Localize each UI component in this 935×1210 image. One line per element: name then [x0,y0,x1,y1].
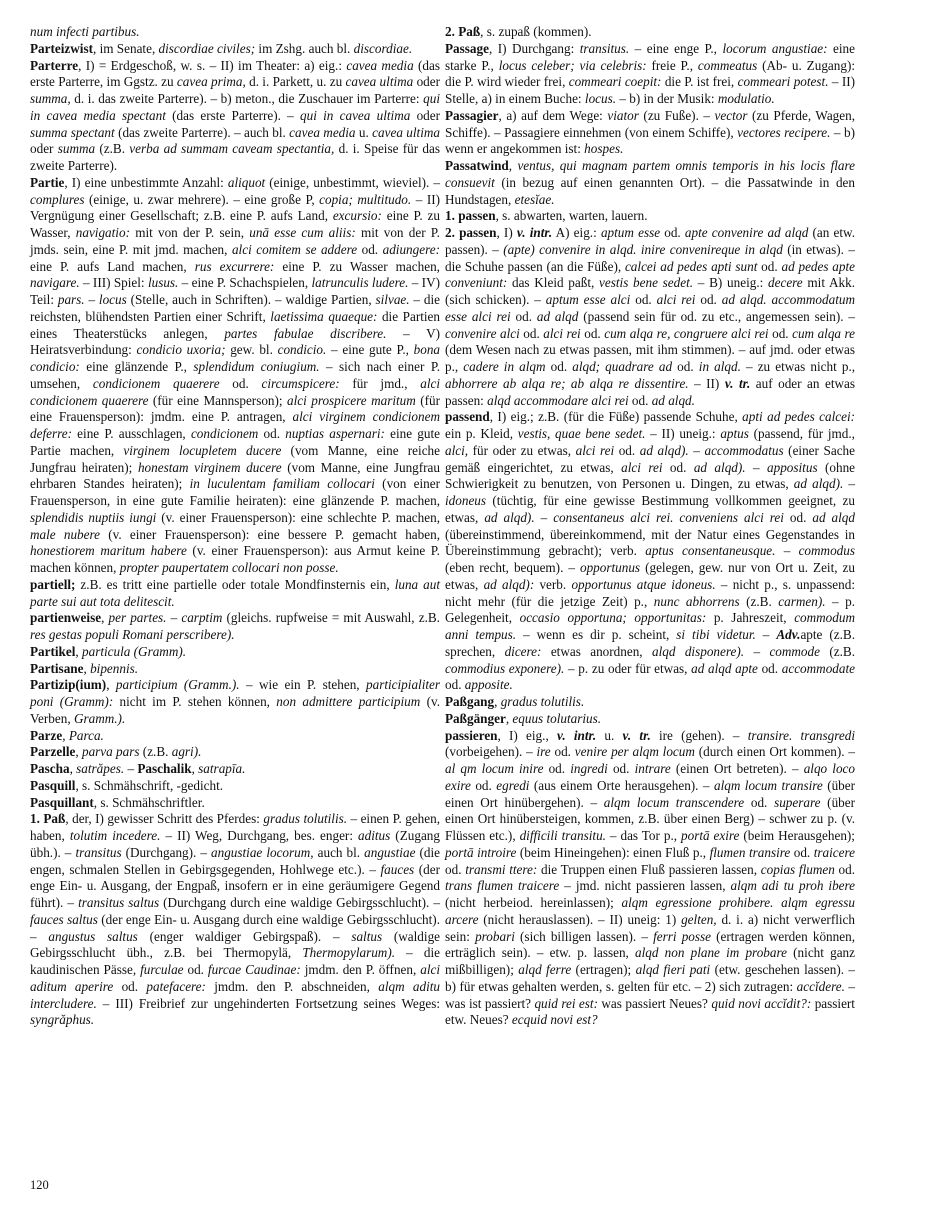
dictionary-entry: num infecti partibus. [30,24,140,39]
dictionary-entry: Partizip(ium), participium (Gramm.). – wie ein P. stehen, participialiter poni (Gramm): nicht im P. stehen können, non admittere participium (v. Verben, Gramm.). [30,677,441,726]
dictionary-entry: Paßgang, gradus tolutilis. [445,694,585,709]
dictionary-entry: Partisane, bipennis. [30,660,139,676]
dictionary-entry: Parterre, I) = Erdgeschoß, w. s. – II) im Theater: a) eig.: cavea media (das erste Parterre, im Ggstz. zu cavea prima, d. i. Parkett, u. zu cavea ultima oder summa, d. i. das zweite Parterre). – b) meton., die Zuschauer im Parterre: qui in cavea media spectant (das erste Parterre). – qui in cavea ultima oder summa spectant (das zweite Parterre). – auch bl. cavea media u. cavea ultima oder summa (z.B. verba ad summam caveam spectantia, d. i. Speise für das zweite Parterre). [30,57,441,173]
dictionary-entry: Pascha, satrăpes. – Paschalik, satrapīa. [30,761,246,776]
dictionary-entry: 2. Paß, s. zupaß (kommen). [445,24,592,39]
dictionary-entry: Paßgänger, equus tolutarius. [445,710,602,726]
dictionary-entry: partienweise, per partes. – carptim (gleichs. rupfweise = mit Auswahl, z.B. res gestas populi Romani perscribere). [30,610,440,642]
left-column [30,24,440,1029]
dictionary-entry: Partikel, particula (Gramm). [30,643,187,659]
right-column [445,24,855,1029]
dictionary-entry: Parze, Parca. [30,727,104,743]
dictionary-entry: 1. Paß, der, I) gewisser Schritt des Pferdes: gradus tolutilis. – einen P. gehen, haben, tolutim incedere. – II) Weg, Durchgang, bes. enger: aditus (Zugang übh.). – transitus (Durchgang). – angustiae locorum, auch bl. angustiae (die engen, schmalen Stellen in Gebirgsgegenden, Hohlwege etc.). – fauces (der enge Ein- u. Ausgang, der Engpaß, insofern er in eine geräumigere Gegend führt). – transitus saltus (Durchgang durch eine waldige Gebirgsschlucht). – fauces saltus (der enge Ein- u. Ausgang durch eine waldige Gebirgsschlucht). – angustus saltus (enger waldiger Gebirgspaß). – saltus (waldige Gebirgsschlucht übh., z.B. bei Thermopylä, Thermopylarum). – die kaudinischen Pässe, furculae od. furcae Caudinae: jmdm. den P. öffnen, alci aditum aperire od. patefacere: jmdm. den P. abschneiden, alqm aditu intercludere. – III) Freibrief zur ungehinderten Fortsetzung seines Weges: syngrăphus. [30,811,441,1028]
dictionary-entry: Parteizwist, im Senate, discordiae civiles; im Zshg. auch bl. discordiae. [30,40,413,56]
dictionary-entry: 1. passen, s. abwarten, warten, lauern. [445,208,648,224]
dictionary-entry: Passagier, a) auf dem Wege: viator (zu Fuße). – vector (zu Pferde, Wagen, Schiffe). – Passagiere einnehmen (von einem Schiffe), vectores recipere. – b) wenn er angekommen ist: hospes. [445,107,856,157]
page-number: 120 [30,1178,49,1192]
dictionary-entry: Parzelle, parva pars (z.B. agri). [30,744,202,760]
dictionary-entry: Pasquill, s. Schmähschrift, -gedicht. [30,777,224,793]
dictionary-entry: Passage, I) Durchgang: transitus. – eine enge P., locorum angustiae: eine starke P., locus celeber; via celebris: freie P., commeatus (Ab- u. Zugang): die P. wird wieder frei, commeari coepit: die P. ist frei, commeari potest. – II) Stelle, a) in einem Buche: locus. – b) in der Musik: modulatio. [445,40,856,106]
dictionary-entry: Passatwind, ventus, qui magnam partem omnis temporis in his locis flare consuevit (in bezug auf einen genannten Ort). – die Passatwinde in den Hundstagen, etesĭae. [445,158,855,207]
dictionary-entry: partiell; z.B. es tritt eine partielle oder totale Mondfinsternis ein, luna aut parte sui aut tota delitescit. [30,576,440,609]
dictionary-entry: passend, I) eig.; z.B. (für die Füße) passende Schuhe, apti ad pedes calcei: ein p. Kleid, vestis, quae bene sedet. – II) uneig.: aptus (passend, für jmd., alci, für oder zu etwas, alci rei od. ad alqd). – accommodatus (einer Sache gemäß eingerichtet, zu etwas, alci rei od. ad alqd). – appositus (ohne Schwierigkeit zu benutzen, von Personen u. Dingen, zu etwas, ad alqd). – idoneus (tüchtig, für eine gewisse Bestimmung vollkommen geeignet, zu etwas, ad alqd). – consentaneus alci rei. conveniens alci rei od. ad alqd (übereinstimmend, übereinkommend, mit der Natur eines Gegenstandes in Übereinstimmung gebracht); verb. aptus consentaneusque. – commodus (eben recht, bequem). – opportunus (gelegen, gew. nur von Ort u. Zeit, zu etwas, ad alqd): verb. opportunus atque idoneus. – nicht p., s. unpassend: nicht mehr (für die jetzige Zeit) p., nunc abhorrens (z.B. carmen). – p. Gelegenheit, occasio opportuna; opportunitas: p. Jahreszeit, commodum anni tempus. – wenn es dir p. scheint, si tibi videtur. – Adv.apte (z.B. sprechen, dicere: etwas anordnen, alqd disponere). – commode (z.B. commodius exponere). – p. zu oder für etwas, ad alqd apte od. accommodate od. apposite. [445,409,856,693]
dictionary-entry: 2. passen, I) v. intr. A) eig.: aptum esse od. apte convenire ad alqd (an etw. passen). – (apte) convenire in alqd. inire convenireque in alqd (in etwas). – die Schuhe passen (an die Füße), calcei ad pedes apti sunt od. ad pedes apte conveniunt: das Kleid paßt, vestis bene sedet. – B) uneig.: decere mit Akk. (sich schicken). – aptum esse alci od. alci rei od. ad alqd. accommodatum esse alci rei od. ad alqd (passend sein für od. zu etc., angemessen sein). – convenire alci od. alci rei od. cum alqa re, congruere alci rei od. cum alqa re (dem Wesen nach zu etwas passen, mit ihm stimmen). – auf jmd. oder etwas p., cadere in alqm od. alqd; quadrare ad od. in alqd. – zu etwas nicht p., abhorrere ab alqa re; ab alqa re dissentire. – II) v. tr. auf oder an etwas passen: alqd accommodare alci rei od. ad alqd. [445,225,856,408]
dictionary-entry: passieren, I) eig., v. intr. u. v. tr. ire (gehen). – transire. transgredi (vorbeigehen). – ire od. venire per alqm locum (durch einen Ort kommen). – al qm locum inire od. ingredi od. intrare (einen Ort betreten). – alqo loco exire od. egredi (aus einem Orte herausgehen). – alqm locum transire (über einen Ort hinübergehen). – alqm locum transcendere od. superare (über einen Ort hinübersteigen, kommen, z.B. über einen Berg) – schwer zu p. (v. Flüssen etc.), difficili transitu. – das Tor p., portā exire (beim Herausgehen); portā introire (beim Hineingehen): einen Fluß p., flumen transire od. traicere od. transmi ttere: die Truppen einen Fluß passieren lassen, copias flumen od. trans flumen traicere – jmd. nicht passieren lassen, alqm adi tu proh ibere (nicht herbeiod. hereinlassen); alqm egressione prohibere. alqm egressu arcere (nicht herauslassen). – II) uneig: 1) gelten, d. i. a) nicht verwerflich sein: probari (sich billigen lassen). – ferri posse (ertragen werden können, erträglich sein). – etw. p. lassen, alqd non plane im probare (nicht ganz mißbilligen); alqd ferre (ertragen); alqd fieri pati (etw. geschehen lassen). – b) für etwas gehalten werden, s. gelten für etc. – 2) sich zutragen: accĭdere. – was ist passiert? quid rei est: was passiert Neues? quid novi accĭdit?: passiert etw. Neues? ecquid novi est? [445,727,856,1028]
dictionary-entry: Pasquillant, s. Schmähschriftler. [30,794,205,810]
dictionary-entry: Partie, I) eine unbestimmte Anzahl: aliquot (einige, unbestimmt, wieviel). – complures (einige, u. zwar mehrere). – eine große P, copia; multitudo. – II) Vergnügung einer Gesellschaft; z.B. eine P. aufs Land, excursio: eine P. zu Wasser, navigatio: mit von der P. sein, unā esse cum aliis: mit von der P. jmds. sein, eine P. mit jmd. machen, alci comitem se addere od. adiungere: eine P. aufs Land machen, rus excurrere: eine P. zu Wasser machen, navigare. – III) Spiel: lusus. – eine P. Schachspielen, latrunculis ludere. – IV) Teil: pars. – locus (Stelle, auch in Schriften). – waldige Partien, silvae. – die reichsten, blühendsten Partien einer Schrift, laetissima quaeque: die Partien eines Theaterstücks anlegen, partes fabulae discribere. – V) Heiratsverbindung: condicio uxoria; gew. bl. condicio. – eine gute P., bona condicio: eine glänzende P., splendidum coniugium. – sich nach einer P. umsehen, condicionem quaerere od. circumspicere: für jmd., alci condicionem quaerere (für eine Mannsperson); alci prospicere maritum (für eine Frauensperson): jmdm. eine P. antragen, alci virginem condicionem deferre: eine P. ausschlagen, condicionem od. nuptias aspernari: eine gute Partie machen, virginem locupletem ducere (vom Manne, eine reiche Jungfrau heiraten); honestam virginem ducere (vom Manne, eine Jungfrau ehrbaren Standes heiraten); in luculentam familiam collocari (von einer Frauensperson, in eine gute Familie heiraten): eine glänzende P. machen, splendidis nuptiis iungi (v. einer Frauensperson): eine schlechte P. machen, male nubere (v. einer Frauensperson): eine bessere P. gemacht haben, honestiorem maritum habere (v. einer Frauensperson): aus Armut keine P. machen können, propter paupertatem collocari non posse. [30,174,441,575]
